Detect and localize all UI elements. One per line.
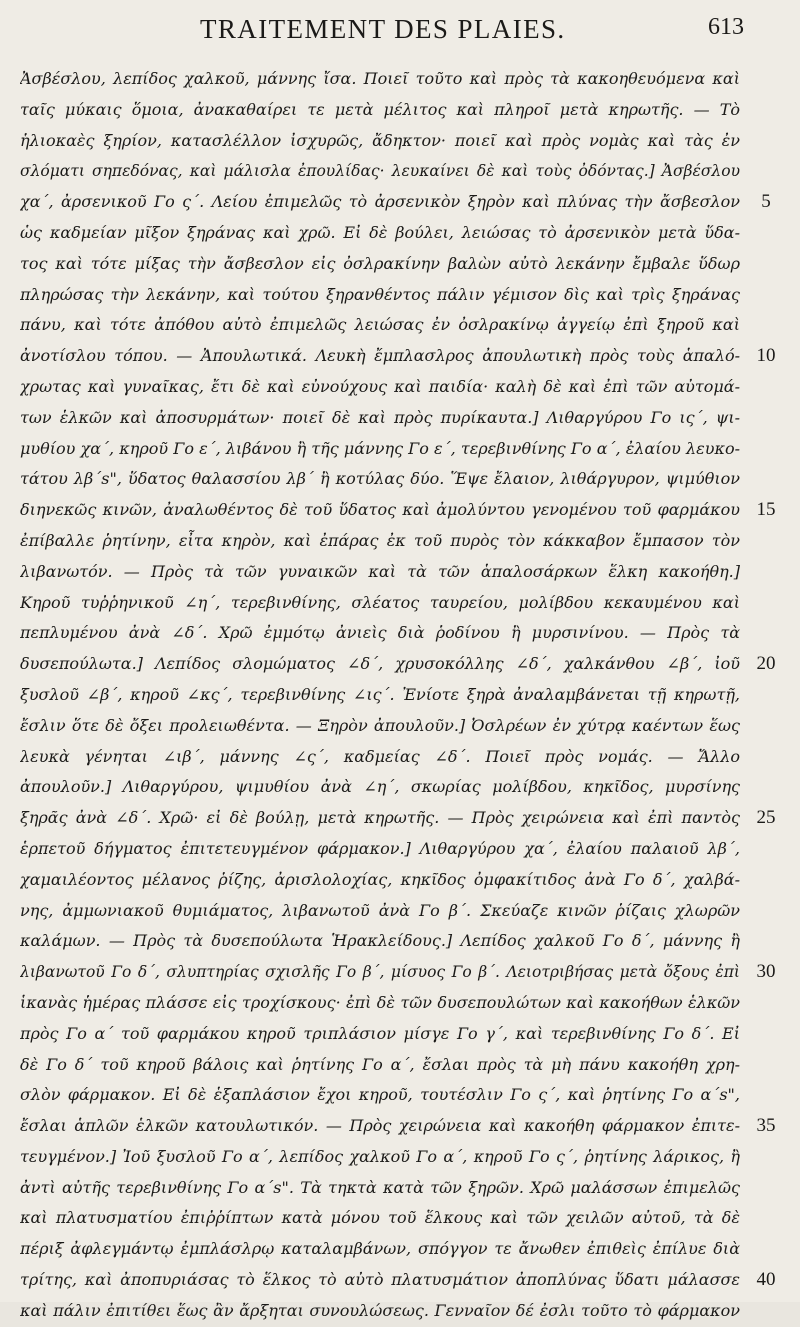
line-number: 30: [756, 961, 776, 983]
text-line: των ἑλκῶν καὶ ἀποσυρμάτων· ποιεῖ δὲ καὶ πρὸς πυρίκαυτα.] Λιθαργύρου Γο ις΄, ψι-: [20, 407, 740, 427]
text-line: λιβανωτόν. — Πρὸς τὰ τῶν γυναικῶν καὶ τὰ τῶν ἁπαλοσάρκων ἕλκη κακοήθη.]: [20, 561, 740, 581]
text-line: ταῖς μύκαις ὅμοια, ἀνακαθαίρει τε μετὰ μέλιτος καὶ πληροῖ μετὰ κηρωτῆς. — Τὸ: [20, 99, 740, 119]
running-title: TRAITEMENT DES PLAIES.: [200, 14, 566, 44]
text-line: πρὸς Γο α΄ τοῦ φαρμάκου κηροῦ τριπλάσιον μίσγε Γο γ΄, καὶ τερεβινθίνης Γο δ΄. Εἰ: [20, 1023, 740, 1043]
text-line: σλὸν φάρμακον. Εἰ δὲ ἑξαπλάσιον ἔχοι κηροῦ, τουτέσλιν Γο ς΄, καὶ ῥητίνης Γο α΄s",: [20, 1085, 740, 1105]
text-line: δυσεπούλωτα.] Λεπίδος σλομώματος ∠δ΄, χρυσοκόλλης ∠δ΄, χαλκάνθου ∠β΄, ἰοῦ: [20, 654, 740, 674]
text-line: ἔσλαι ἁπλῶν ἑλκῶν κατουλωτικόν. — Πρὸς χειρώνεια καὶ κακοήθη φάρμακον ἐπιτε-: [20, 1116, 740, 1136]
line-number: 10: [756, 345, 776, 367]
text-line: ἱκανὰς ἡμέρας πλάσσε εἰς τροχίσκους· ἐπὶ δὲ τῶν δυσεπουλώτων καὶ κακοήθων ἑλκῶν: [20, 992, 740, 1012]
text-line: χρωτας καὶ γυναῖκας, ἔτι δὲ καὶ εὐνούχους καὶ παιδία· καλὴ δὲ καὶ ἐπὶ τῶν αὐτομά-: [20, 376, 740, 396]
text-line: τος καὶ τότε μίξας τὴν ἄσβεσλον εἰς ὀσλρακίνην βαλὼν αὐτὸ λεκάνην ἔμβαλε ὕδωρ: [20, 253, 740, 273]
line-number: 25: [756, 807, 776, 829]
text-line: ἐπίβαλλε ῥητίνην, εἶτα κηρὸν, καὶ ἐπάρας ἐκ τοῦ πυρὸς τὸν κάκκαβον ἔμπασον τὸν: [20, 530, 740, 550]
text-line: τευγμένον.] Ἰοῦ ξυσλοῦ Γο α΄, λεπίδος χαλκοῦ Γο α΄, κηροῦ Γο ς΄, ῥητίνης λάρικος, ἢ: [20, 1146, 740, 1166]
text-line: ἔσλιν ὅτε δὲ ὄξει προλειωθέντα. — Ξηρὸν ἀπουλοῦν.] Ὀσλρέων ἐν χύτρᾳ καέντων ἕως: [20, 715, 740, 735]
text-line: σλόματι σηπεδόνας, καὶ μάλισλα ἐπουλίδας· λευκαίνει δὲ καὶ τοὺς ὀδόντας.] Ἀσβέσλου: [20, 162, 740, 181]
text-line: χαμαιλέοντος μέλανος ῥίζης, ἀρισλολοχίας, κηκῖδος ὀμφακίτιδος ἀνὰ Γο δ΄, χαλβά-: [20, 869, 740, 889]
text-line: λιβανωτοῦ Γο δ΄, σλυπτηρίας σχισλῆς Γο β΄, μίσυος Γο β΄. Λειοτριβήσας μετὰ ὄξους ἐπὶ: [20, 963, 740, 982]
line-number: 35: [756, 1115, 776, 1137]
text-line: ξυσλοῦ ∠β΄, κηροῦ ∠κς΄, τερεβινθίνης ∠ις΄. Ἐνίοτε ξηρὰ ἀναλαμβάνεται τῇ κηρωτῇ,: [20, 684, 740, 704]
text-line: ἀπουλοῦν.] Λιθαργύρου, ψιμυθίου ἀνὰ ∠η΄, σκωρίας μολίβδου, κηκῖδος, μυρσίνης: [20, 777, 740, 797]
text-line: ἀντὶ αὐτῆς τερεβινθίνης Γο α΄s". Τὰ τηκτὰ κατὰ τῶν ξηρῶν. Χρῶ μαλάσσων ἐπιμελῶς: [20, 1177, 740, 1197]
text-line: καὶ πλατυσματίου ἐπιῤῥίπτων κατὰ μόνου τοῦ ἕλκους καὶ τῶν χειλῶν αὐτοῦ, τὰ δὲ: [20, 1208, 740, 1228]
text-line: διηνεκῶς κινῶν, ἀναλωθέντος δὲ τοῦ ὕδατος καὶ ἀμολύντου γενομένου τοῦ φαρμάκου: [20, 500, 740, 520]
text-line: ξηρᾶς ἀνὰ ∠δ΄. Χρῶ· εἰ δὲ βούλῃ, μετὰ κηρωτῆς. — Πρὸς χειρώνεια καὶ ἐπὶ παντὸς: [20, 808, 740, 828]
text-line: πληρώσας τὴν λεκάνην, καὶ τούτου ξηρανθέντος πάλιν γέμισον δὶς καὶ τρὶς ξηράνας: [20, 284, 740, 304]
text-line: μυθίου χα΄, κηροῦ Γο ε΄, λιβάνου ἢ τῆς μάννης Γο ε΄, τερεβινθίνης Γο α΄, ἐλαίου λευκο-: [20, 438, 740, 458]
line-number: 20: [756, 653, 776, 675]
text-line: χα΄, ἀρσενικοῦ Γο ς΄. Λείου ἐπιμελῶς τὸ ἀρσενικὸν ξηρὸν καὶ πλύνας τὴν ἄσβεσλον: [20, 192, 740, 212]
line-number: 40: [756, 1269, 776, 1291]
text-line: καὶ πάλιν ἐπιτίθει ἕως ἂν ἄρξηται συνουλώσεως. Γενναῖον δέ ἐσλι τοῦτο τὸ φάρμακον: [20, 1300, 740, 1320]
text-line: πεπλυμένου ἀνὰ ∠δ΄. Χρῶ ἐμμότῳ ἀνιεὶς διὰ ῥοδίνου ἢ μυρσινίνου. — Πρὸς τὰ: [20, 623, 740, 643]
text-line: Ἀσβέσλου, λεπίδος χαλκοῦ, μάννης ἴσα. Ποιεῖ τοῦτο καὶ πρὸς τὰ κακοηθευόμενα καὶ: [20, 69, 740, 88]
line-number: 15: [756, 499, 776, 521]
text-line: Κηροῦ τυῤῥηνικοῦ ∠η΄, τερεβινθίνης, σλέατος ταυρείου, μολίβδου κεκαυμένου καὶ: [20, 592, 740, 612]
text-line: ἡλιοκαὲς ξηρίον, κατασλέλλον ἰσχυρῶς, ἄδηκτον· ποιεῖ καὶ πρὸς νομὰς καὶ τὰς ἐν: [20, 130, 740, 150]
text-line: ἑρπετοῦ δήγματος ἐπιτετευγμένον φάρμακον.] Λιθαργύρου χα΄, ἐλαίου παλαιοῦ λβ΄,: [20, 838, 740, 858]
text-body: [20, 64, 740, 1327]
text-line: νης, ἀμμωνιακοῦ θυμιάματος, λιβανωτοῦ ἀνὰ Γο β΄. Σκεύαζε κινῶν ῥίζαις χλωρῶν: [20, 900, 740, 920]
text-line: δὲ Γο δ΄ τοῦ κηροῦ βάλοις καὶ ῥητίνης Γο α΄, ἔσλαι πρὸς τὰ μὴ πάνυ κακοήθη χρη-: [20, 1054, 740, 1074]
text-line: τάτου λβ΄s", ὕδατος θαλασσίου λβ΄ ἢ κοτύλας δύο. Ἕψε ἔλαιον, λιθάργυρον, ψιμύθιον: [20, 469, 740, 489]
line-number: 5: [761, 191, 771, 213]
page-number: 613: [708, 14, 744, 40]
text-line: πάνυ, καὶ τότε ἀπόθου αὐτὸ ἐπιμελῶς λειώσας ἐν ὀσλρακίνῳ ἀγγείῳ ἐπὶ ξηροῦ καὶ: [20, 315, 740, 335]
text-line: πέριξ ἀφλεγμάντῳ ἐμπλάσλρῳ καταλαμβάνων, σπόγγον τε ἄνωθεν ἐπιθεὶς ἐπίλυε διὰ: [20, 1239, 740, 1259]
text-line: ἀνοτίσλου τόπου. — Ἀπουλωτικά. Λευκὴ ἔμπλασλρος ἀπουλωτικὴ πρὸς τοὺς ἁπαλό-: [20, 346, 740, 366]
text-line: τρίτης, καὶ ἀποπυριάσας τὸ ἕλκος τὸ αὐτὸ πλατυσμάτιον ἀποπλύνας ὕδατι μάλασσε: [20, 1270, 740, 1290]
text-line: καλάμων. — Πρὸς τὰ δυσεπούλωτα Ἡρακλείδους.] Λεπίδος χαλκοῦ Γο δ΄, μάννης ἢ: [20, 931, 740, 951]
text-line: ὡς καδμείαν μῖξον ξηράνας καὶ χρῶ. Εἰ δὲ βούλει, λειώσας τὸ ἀρσενικὸν μετὰ ὕδα-: [20, 222, 740, 242]
text-line: λευκὰ γένηται ∠ιβ΄, μάννης ∠ς΄, καδμείας ∠δ΄. Ποιεῖ πρὸς νομάς. — Ἄλλο: [20, 746, 740, 766]
page-header: [0, 12, 800, 48]
